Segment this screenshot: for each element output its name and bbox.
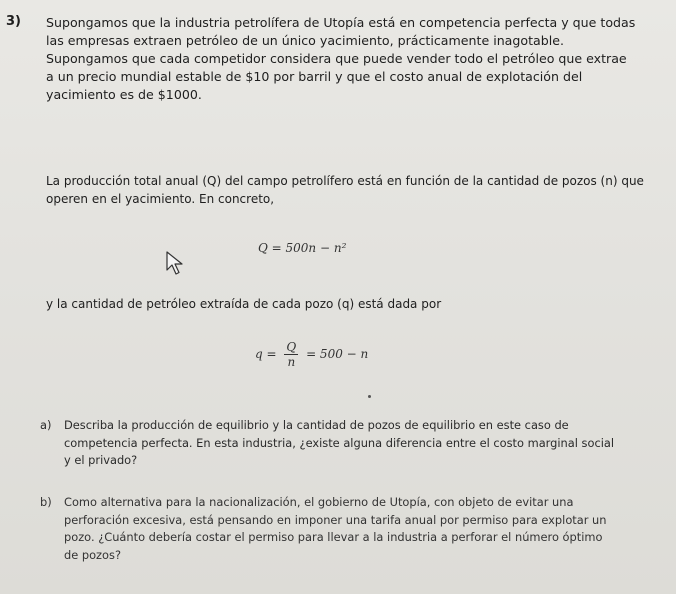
fraction-denominator: n — [287, 355, 296, 369]
equation-per-well-lhs: q = — [255, 347, 277, 361]
subquestion-b-text: Como alternativa para la nacionalización, el gobierno de Utopía, con objeto de evitar una perforación excesiva, está pensando en imponer una tarifa anual por permiso para explotar un pozo. ¿Cuánto debería costar el permiso para llevar a la industria a perforar el número óptimo de pozos? — [64, 495, 607, 562]
fraction-numerator: Q — [286, 340, 297, 354]
subquestion-b-label: b) — [40, 495, 52, 509]
equation-fraction — [284, 340, 298, 369]
equation-per-well-rhs: = 500 − n — [306, 347, 369, 361]
subquestion-b — [40, 494, 620, 564]
production-paragraph: La producción total anual (Q) del campo petrolífero está en función de la cantidad de pozos (n) que operen en el yacimiento. En concreto, — [46, 174, 644, 206]
subquestion-a — [40, 417, 620, 470]
per-well-paragraph: y la cantidad de petróleo extraída de cada pozo (q) está dada por — [46, 297, 442, 311]
subquestion-a-label: a) — [40, 418, 52, 432]
stray-mark — [368, 395, 371, 398]
mouse-pointer-icon — [165, 250, 187, 276]
equation-per-well — [255, 340, 368, 369]
subquestion-a-text: Describa la producción de equilibrio y la cantidad de pozos de equilibrio en este caso de competencia perfecta. En esta industria, ¿existe alguna diferencia entre el costo marginal social y el privado? — [64, 418, 615, 467]
problem-intro: Supongamos que la industria petrolífera de Utopía está en competencia perfecta y que todas las empresas extraen petróleo de un único yacimiento, prácticamente inagotable. Supongamos que cada competidor considera que puede vender todo el petróleo que extrae a un precio mundial estable de $10 por barril y que el costo anual de explotación del yacimiento es de $1000. — [46, 15, 636, 102]
equation-total-production: Q = 500n − n² — [258, 241, 347, 255]
problem-number: 3) — [6, 14, 21, 29]
